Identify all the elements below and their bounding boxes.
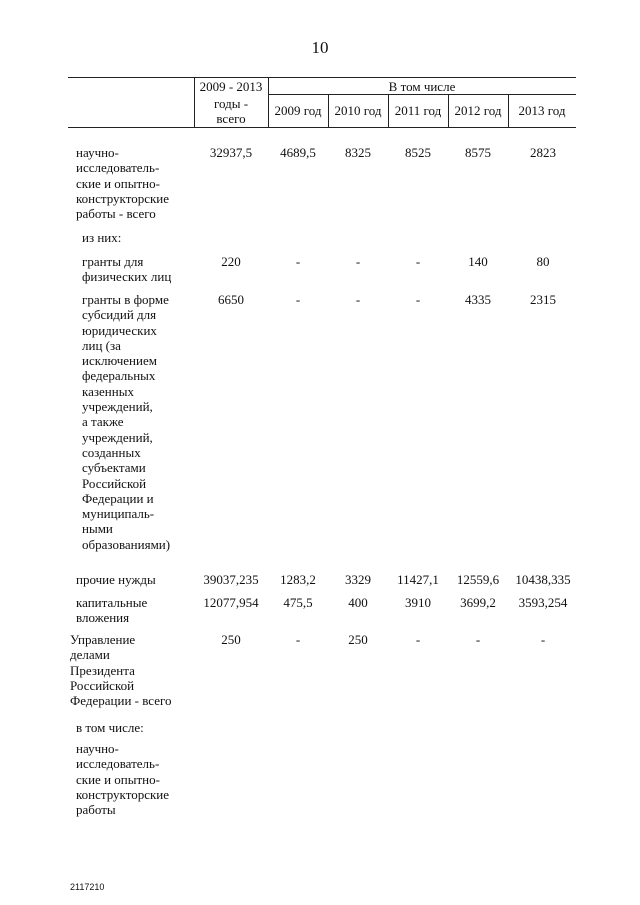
- row-label-line: учреждений,: [82, 429, 153, 445]
- row-label-line: юридических: [82, 322, 157, 338]
- cell-2010: 8325: [345, 145, 371, 160]
- cell-2012: 3699,2: [460, 595, 496, 610]
- row-label-line: учреждений,: [82, 399, 153, 415]
- row-label-line: конструкторские: [76, 786, 170, 802]
- row-label-line: вложения: [76, 610, 130, 626]
- cell-total: 250: [221, 632, 241, 647]
- cell-2013: 80: [536, 254, 550, 269]
- row-label-line: ские и опытно-: [76, 175, 160, 191]
- row-label-line: созданных: [82, 444, 141, 460]
- row-label-line: работы - всего: [76, 206, 156, 222]
- cell-2009: 475,5: [283, 595, 313, 610]
- row-label-line: капитальные: [76, 595, 148, 610]
- cell-2009: 4689,5: [280, 145, 316, 160]
- cell-2013: 10438,335: [515, 572, 571, 587]
- header-total-line-3: всего: [216, 111, 246, 126]
- header-year-2011: 2011 год: [394, 103, 442, 118]
- cell-2013: 3593,254: [518, 595, 568, 610]
- row-label-line: гранты в форме: [82, 292, 169, 307]
- cell-2013: 2823: [530, 145, 556, 160]
- row-label: [82, 230, 200, 245]
- cell-2012: 4335: [465, 292, 491, 307]
- row-label: [76, 145, 194, 221]
- row-label: [76, 595, 194, 626]
- cell-2009: -: [295, 632, 301, 647]
- cell-total: 32937,5: [209, 145, 253, 160]
- row-label-line: гранты для: [82, 254, 144, 269]
- cell-2012: 12559,6: [456, 572, 500, 587]
- row-label-line: Российской: [82, 475, 147, 491]
- row-label: [76, 720, 194, 735]
- cell-2010: -: [355, 292, 361, 307]
- header-total-line-1: 2009 - 2013: [199, 79, 263, 94]
- row-label-line: из них:: [82, 230, 122, 245]
- header-total-line-2: годы -: [213, 96, 249, 111]
- row-label-line: Федерации и: [82, 490, 154, 506]
- document-code: 2117210: [70, 882, 105, 892]
- cell-2013: -: [540, 632, 546, 647]
- cell-total: 39037,235: [203, 572, 259, 587]
- page-number: 10: [311, 38, 329, 57]
- cell-2012: 8575: [465, 145, 491, 160]
- row-label-line: субсидий для: [82, 307, 157, 323]
- row-label: [76, 572, 194, 587]
- row-label-line: делами: [70, 647, 110, 663]
- row-label-line: научно-: [76, 145, 119, 160]
- row-label-line: физических лиц: [82, 269, 172, 285]
- cell-2010: 250: [348, 632, 368, 647]
- row-label-line: лиц (за: [82, 337, 121, 353]
- row-label-line: субъектами: [82, 460, 146, 476]
- cell-2011: 3910: [405, 595, 431, 610]
- cell-2011: -: [415, 632, 421, 647]
- cell-2011: -: [415, 292, 421, 307]
- cell-2009: -: [295, 292, 301, 307]
- cell-2010: -: [355, 254, 361, 269]
- row-label-line: муниципаль-: [82, 506, 155, 522]
- header-group-rule: [268, 94, 576, 95]
- header-group-label: В том числе: [388, 79, 456, 94]
- cell-2009: 1283,2: [280, 572, 316, 587]
- cell-total: 6650: [218, 292, 244, 307]
- row-label-line: а также: [82, 414, 124, 430]
- row-label-line: ские и опытно-: [76, 771, 160, 787]
- cell-total: 220: [221, 254, 241, 269]
- row-label-line: работы: [76, 802, 116, 818]
- header-bottom-rule: [68, 127, 576, 128]
- row-label-line: казенных: [82, 383, 134, 399]
- row-label-line: исследователь-: [76, 756, 160, 772]
- header-top-rule: [68, 77, 576, 78]
- row-label-line: конструкторские: [76, 190, 170, 206]
- row-label: [76, 741, 194, 817]
- cell-2011: -: [415, 254, 421, 269]
- cell-2010: 3329: [345, 572, 371, 587]
- cell-2010: 400: [348, 595, 368, 610]
- row-label-line: в том числе:: [76, 720, 144, 735]
- row-label-line: ными: [82, 521, 113, 537]
- row-label-line: исключением: [82, 353, 157, 369]
- header-year-2009: 2009 год: [274, 103, 322, 118]
- row-label-line: исследователь-: [76, 160, 160, 176]
- row-label-line: федеральных: [82, 368, 156, 384]
- row-label-line: образованиями): [82, 536, 171, 552]
- row-label: [82, 254, 200, 285]
- header-year-2012: 2012 год: [454, 103, 502, 118]
- row-label-line: Российской: [70, 677, 135, 693]
- row-label-line: Управление: [70, 632, 136, 647]
- cell-2011: 11427,1: [397, 572, 439, 587]
- cell-total: 12077,954: [203, 595, 259, 610]
- cell-2012: -: [475, 632, 481, 647]
- row-label-line: Президента: [70, 662, 135, 678]
- header-year-2010: 2010 год: [334, 103, 382, 118]
- header-year-2013: 2013 год: [518, 103, 566, 118]
- cell-2009: -: [295, 254, 301, 269]
- row-label-line: прочие нужды: [76, 572, 156, 587]
- cell-2011: 8525: [405, 145, 431, 160]
- row-label: [70, 632, 188, 708]
- cell-2013: 2315: [530, 292, 556, 307]
- row-label-line: научно-: [76, 741, 119, 756]
- row-label-line: Федерации - всего: [70, 693, 172, 709]
- row-label: [82, 292, 200, 552]
- cell-2012: 140: [468, 254, 488, 269]
